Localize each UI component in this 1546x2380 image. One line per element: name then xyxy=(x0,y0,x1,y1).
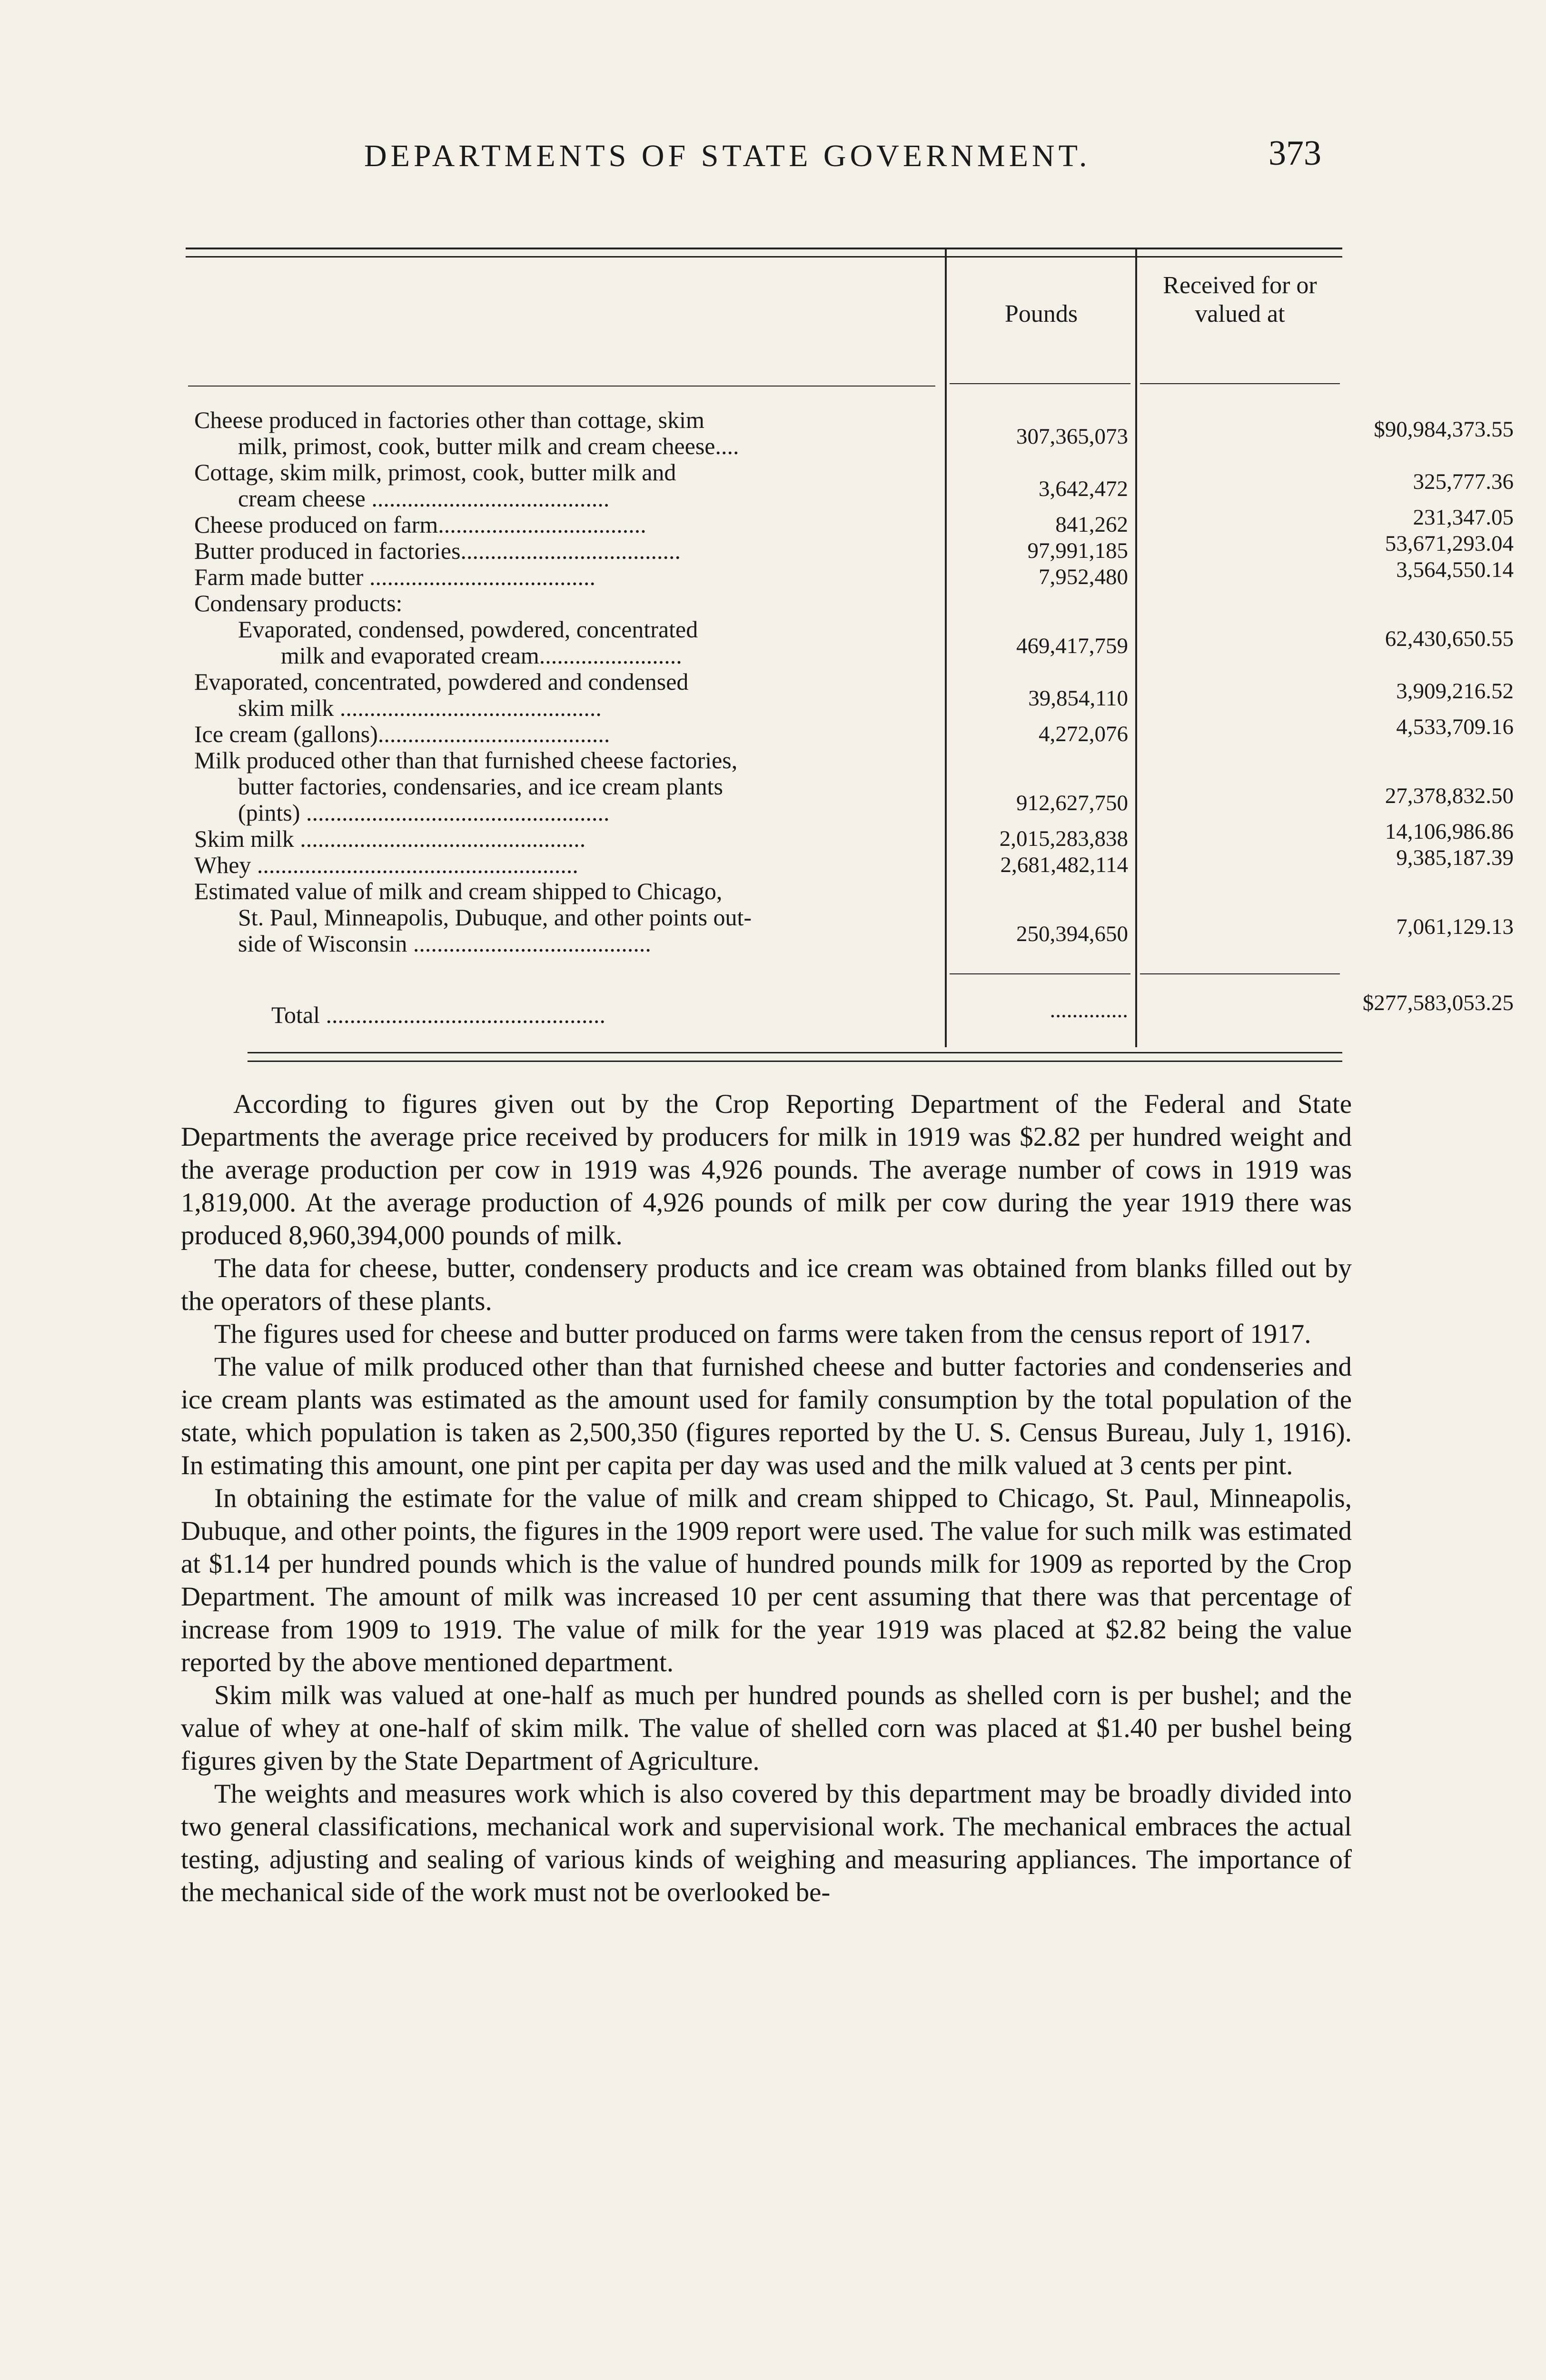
table-row-label: milk and evaporated cream........................ xyxy=(281,642,682,669)
table-row-label: Cheese produced in factories other than cottage, skim xyxy=(194,407,704,433)
table-row-label: Farm made butter ...................................... xyxy=(194,564,595,590)
table-top-rule xyxy=(186,248,1342,249)
table-cell-pounds: 912,627,750 xyxy=(1016,791,1128,815)
table-row-label: Condensary products: xyxy=(194,590,403,616)
table-row-label: Cheese produced on farm................................... xyxy=(194,511,646,538)
table-row-label: Evaporated, condensed, powdered, concentrated xyxy=(238,616,698,643)
table-bottom-rule xyxy=(248,1052,1342,1053)
body-paragraph: According to figures given out by the Crop Reporting Department of the Federal and State Departments the average price received by producers for milk in 1919 was $2.82 per hundred weight and the average production per cow in 1919 was 4,926 pounds. The average number of cows in 1919 was 1,819,000. At the average production of 4,926 pounds of milk per cow during the year 1919 there was produced 8,960,394,000 pounds of milk. xyxy=(181,1089,1352,1250)
table-cell-value: 27,378,832.50 xyxy=(1385,783,1514,808)
table-row-label: cream cheese ........................................ xyxy=(238,485,610,512)
body-paragraph: The figures used for cheese and butter produced on farms were taken from the census report of 1917. xyxy=(214,1319,1311,1349)
table-cell-value: 9,385,187.39 xyxy=(1396,845,1514,870)
body-paragraph: The weights and measures work which is also covered by this department may be broadly divided into two general classifications, mechanical work and supervisional work. The mechanical embraces the actual testing, adjusting and sealing of various kinds of weighing and measuring appliances. The importance of the mechanical side of the work must not be overlooked be- xyxy=(181,1779,1352,1907)
column-header-pounds: Pounds xyxy=(1004,300,1078,327)
table-cell-pounds: 469,417,759 xyxy=(1016,634,1128,658)
total-value: $277,583,053.25 xyxy=(1362,991,1514,1015)
table-cell-value: $90,984,373.55 xyxy=(1374,417,1514,442)
dairy-table xyxy=(186,248,1514,1066)
table-cell-pounds: 7,952,480 xyxy=(1039,565,1128,589)
table-cell-pounds: 97,991,185 xyxy=(1027,538,1128,563)
table-row-label: Estimated value of milk and cream shipped to Chicago, xyxy=(194,878,723,904)
table-row-label: (pints) ................................................... xyxy=(238,799,610,826)
table-row-label: Butter produced in factories..................................... xyxy=(194,537,681,564)
body-paragraph: The data for cheese, butter, condensery products and ice cream was obtained from blanks filled out by the operators of these plants. xyxy=(181,1253,1352,1316)
running-head: DEPARTMENTS OF STATE GOVERNMENT. xyxy=(364,139,1091,173)
header-bottom-rule xyxy=(188,386,935,387)
table-row-label: Skim milk ................................................ xyxy=(194,825,586,852)
total-label: Total ............................................... xyxy=(271,1002,606,1028)
body-paragraph: In obtaining the estimate for the value of milk and cream shipped to Chicago, St. Paul, Minneapolis, Dubuque, and other points, the figures in the 1909 report were used. The value for such milk was estimated at $1.14 per hundred pounds which is the value of hundred pounds milk for 1909 as reported by the Crop Department. The amount of milk was increased 10 per cent assuming that there was that percentage of increase from 1909 to 1919. The value of milk for the year 1919 was placed at $2.82 being the value reported by the above mentioned department. xyxy=(181,1483,1352,1677)
table-row-label: Milk produced other than that furnished cheese factories, xyxy=(194,747,738,774)
table-cell-value: 3,909,216.52 xyxy=(1396,679,1514,704)
header-bottom-rule-2 xyxy=(950,383,1130,384)
header-bottom-rule-3 xyxy=(1140,383,1340,384)
table-cell-value: 7,061,129.13 xyxy=(1396,914,1514,939)
table-cell-value: 4,533,709.16 xyxy=(1396,714,1514,739)
table-row-label: skim milk ............................................ xyxy=(238,694,602,721)
body-paragraph: Skim milk was valued at one-half as much per hundred pounds as shelled corn is per bushel; and the value of whey at one-half of skim milk. The value of shelled corn was placed at $1.40 per bushel being figures given by the State Department of Agriculture. xyxy=(181,1680,1352,1776)
table-cell-pounds: 250,394,650 xyxy=(1016,922,1128,946)
table-cell-pounds: 3,642,472 xyxy=(1039,476,1128,501)
table-cell-value: 62,430,650.55 xyxy=(1385,626,1514,651)
total-rule-2 xyxy=(1140,973,1340,974)
table-cell-value: 14,106,986.86 xyxy=(1385,819,1514,844)
table-cell-value: 53,671,293.04 xyxy=(1385,531,1514,556)
body-text xyxy=(181,1088,1352,1909)
table-row-label: milk, primost, cook, butter milk and cream cheese.... xyxy=(238,433,739,459)
table-row-label: Whey ...................................................... xyxy=(194,852,578,878)
total-rule xyxy=(950,973,1130,974)
table-cell-pounds: 2,015,283,838 xyxy=(999,826,1128,851)
total-pounds: .............. xyxy=(1050,998,1128,1022)
table-cell-value: 231,347.05 xyxy=(1413,505,1514,530)
table-cell-value: 325,777.36 xyxy=(1413,469,1514,494)
table-row-label: St. Paul, Minneapolis, Dubuque, and other points out- xyxy=(238,904,752,931)
table-top-rule-2 xyxy=(186,256,1342,258)
table-cell-value: 3,564,550.14 xyxy=(1396,557,1514,582)
table-row-label: Cottage, skim milk, primost, cook, butter milk and xyxy=(194,459,676,486)
table-row-label: side of Wisconsin ........................................ xyxy=(238,930,651,957)
table-cell-pounds: 307,365,073 xyxy=(1016,424,1128,449)
table-cell-pounds: 841,262 xyxy=(1055,512,1128,537)
table-row-label: Ice cream (gallons)....................................... xyxy=(194,721,610,747)
table-cell-pounds: 39,854,110 xyxy=(1028,686,1128,711)
table-cell-pounds: 2,681,482,114 xyxy=(1000,853,1128,877)
table-cell-pounds: 4,272,076 xyxy=(1039,722,1128,746)
page-number: 373 xyxy=(1269,134,1321,173)
table-bottom-rule-2 xyxy=(248,1061,1342,1062)
column-header-value: Received for or valued at xyxy=(1163,272,1317,327)
table-row-label: Evaporated, concentrated, powdered and condensed xyxy=(194,668,689,695)
body-paragraph: The value of milk produced other than that furnished cheese and butter factories and condenseries and ice cream plants was estimated as the amount used for family consumption by the total population of the state, which population is taken as 2,500,350 (figures reported by the U. S. Census Bureau, July 1, 1916). In estimating this amount, one pint per capita per day was used and the milk valued at 3 cents per pint. xyxy=(181,1352,1352,1480)
table-row-label: butter factories, condensaries, and ice cream plants xyxy=(238,773,723,800)
